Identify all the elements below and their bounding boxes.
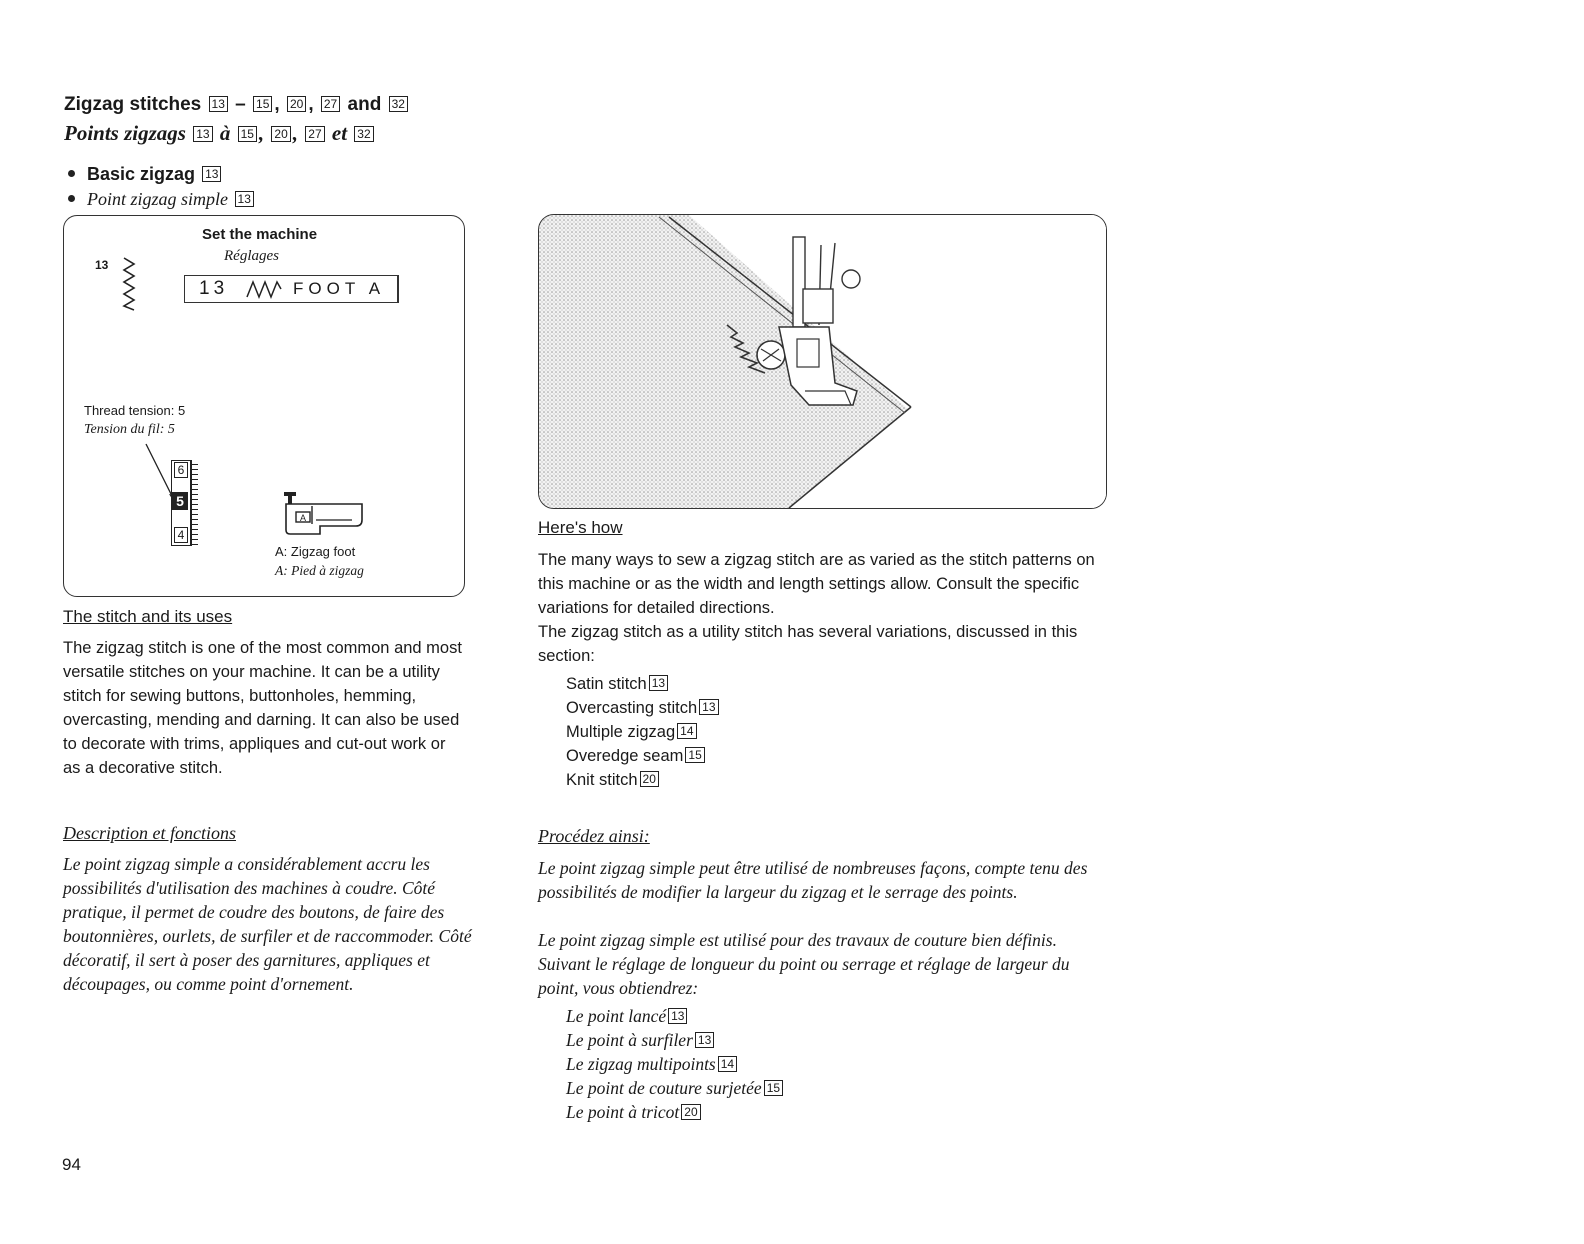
stitch-number-box: 32 xyxy=(354,126,373,142)
tension-dial xyxy=(171,460,199,546)
body-heres-how-2: The zigzag stitch as a utility stitch has several variations, discussed in this section: xyxy=(538,623,1078,665)
list-item: Overedge seam 15 xyxy=(566,744,721,768)
heading-stitch-uses: The stitch and its uses xyxy=(63,607,233,626)
body-description-fr: Le point zigzag simple a considérablement accru les possibilités d'utilisation des machines à coudre. Côté pratique, il permet de coudre des boutons, de faire des boutonnières, ourlets, de surfiler et de raccommoder. Côté décoratif, il sert à poser des garnitures, appliques et découpages, ou comme point d'ornement. xyxy=(63,854,472,994)
variations-list-fr xyxy=(566,1004,785,1124)
stitch-number-box: 15 xyxy=(685,747,704,763)
variations-list-en xyxy=(566,672,721,792)
thread-tension-label-fr: Tension du fil: 5 xyxy=(84,422,175,437)
stitch-number-box: 20 xyxy=(681,1104,700,1120)
heading-description-fr: Description et fonctions xyxy=(63,823,236,843)
body-stitch-uses: The zigzag stitch is one of the most common and most versatile stitches on your machine. It can be a utility stitch for sewing buttons, buttonholes, hemming, overcasting, mending and darning. It can also be used to decorate with trims, appliques and cut-out work or as a decorative stitch. xyxy=(63,639,462,777)
list-item: Satin stitch 13 xyxy=(566,672,721,696)
list-item: Multiple zigzag 14 xyxy=(566,720,721,744)
list-item: Le point de couture surjetée 15 xyxy=(566,1076,785,1100)
stitch-number-box: 15 xyxy=(764,1080,783,1096)
set-machine-title-fr: Réglages xyxy=(224,248,279,264)
sewing-illustration xyxy=(538,214,1107,509)
stitch-number-box: 14 xyxy=(677,723,696,739)
thread-tension-label: Thread tension: 5 xyxy=(84,403,186,418)
dial-value: 4 xyxy=(174,527,188,543)
stitch-number-box: 13 xyxy=(695,1032,714,1048)
bullet-basic-zigzag-fr: Point zigzag simple 13 xyxy=(68,189,256,210)
foot-label-fr: A: Pied à zigzag xyxy=(275,563,364,578)
dial-value: 6 xyxy=(174,462,188,478)
set-machine-panel xyxy=(63,215,465,597)
foot-label: A: Zigzag foot xyxy=(275,544,356,559)
heading-heres-how: Here's how xyxy=(538,518,623,537)
stitch-number-box: 27 xyxy=(321,96,340,112)
list-item: Le point à surfiler 13 xyxy=(566,1028,785,1052)
bullet-basic-zigzag-en: Basic zigzag 13 xyxy=(68,164,223,185)
body-procedez-2: Le point zigzag simple est utilisé pour des travaux de couture bien définis. Suivant le réglage de longueur du point ou serrage et réglage de largeur du point, vous obtiendrez: xyxy=(538,930,1070,998)
stitch-number-box: 15 xyxy=(253,96,272,112)
stitch-number-box: 14 xyxy=(718,1056,737,1072)
heading-procedez: Procédez ainsi: xyxy=(538,826,650,846)
body-procedez-1: Le point zigzag simple peut être utilisé de nombreuses façons, compte tenu des possibilités de modifier la largeur du zigzag et le serrage des points. xyxy=(538,858,1088,902)
list-item: Overcasting stitch 13 xyxy=(566,696,721,720)
bullet-dot xyxy=(68,170,75,177)
stitch-number-box: 13 xyxy=(235,191,254,207)
section-title-en: Zigzag stitches 13 – 15 , 20 , 27 and 32 xyxy=(64,94,410,116)
stitch-number-box: 13 xyxy=(699,699,718,715)
section-title-fr: Points zigzags 13 à 15 , 20 , 27 et 32 xyxy=(64,121,376,146)
stitch-number-box: 32 xyxy=(389,96,408,112)
stitch-number-box: 13 xyxy=(202,166,221,182)
list-item: Le zigzag multipoints 14 xyxy=(566,1052,785,1076)
lcd-foot-text: FOOT A xyxy=(293,279,386,298)
foot-letter: A xyxy=(300,513,307,523)
stitch-number-box: 20 xyxy=(640,771,659,787)
stitch-number-box: 27 xyxy=(305,126,324,142)
set-machine-title: Set the machine xyxy=(202,226,318,243)
list-item: Le point à tricot 20 xyxy=(566,1100,785,1124)
lcd-zigzag-icon xyxy=(245,279,283,299)
stitch-number-box: 13 xyxy=(649,675,668,691)
list-item: Knit stitch 20 xyxy=(566,768,721,792)
stitch-number-label: 13 xyxy=(95,258,109,272)
stitch-number-box: 13 xyxy=(668,1008,687,1024)
page-number: 94 xyxy=(62,1155,81,1174)
stitch-number-box: 15 xyxy=(238,126,257,142)
body-heres-how-1: The many ways to sew a zigzag stitch are as varied as the stitch patterns on this machine or as the width and length settings allow. Consult the specific variations for detailed directions. xyxy=(538,551,1095,617)
zigzag-stitch-icon xyxy=(120,256,140,312)
stitch-number-box: 13 xyxy=(193,126,212,142)
presser-foot-illustration xyxy=(539,215,1106,508)
stitch-number-box: 20 xyxy=(287,96,306,112)
stitch-number-box: 13 xyxy=(209,96,228,112)
bullet-dot xyxy=(68,195,75,202)
stitch-number-box: 20 xyxy=(271,126,290,142)
lcd-stitch-number: 13 xyxy=(199,278,229,299)
dial-value-selected: 5 xyxy=(172,492,188,510)
zigzag-foot-icon xyxy=(282,490,366,542)
lcd-display xyxy=(184,275,399,303)
list-item: Le point lancé 13 xyxy=(566,1004,785,1028)
